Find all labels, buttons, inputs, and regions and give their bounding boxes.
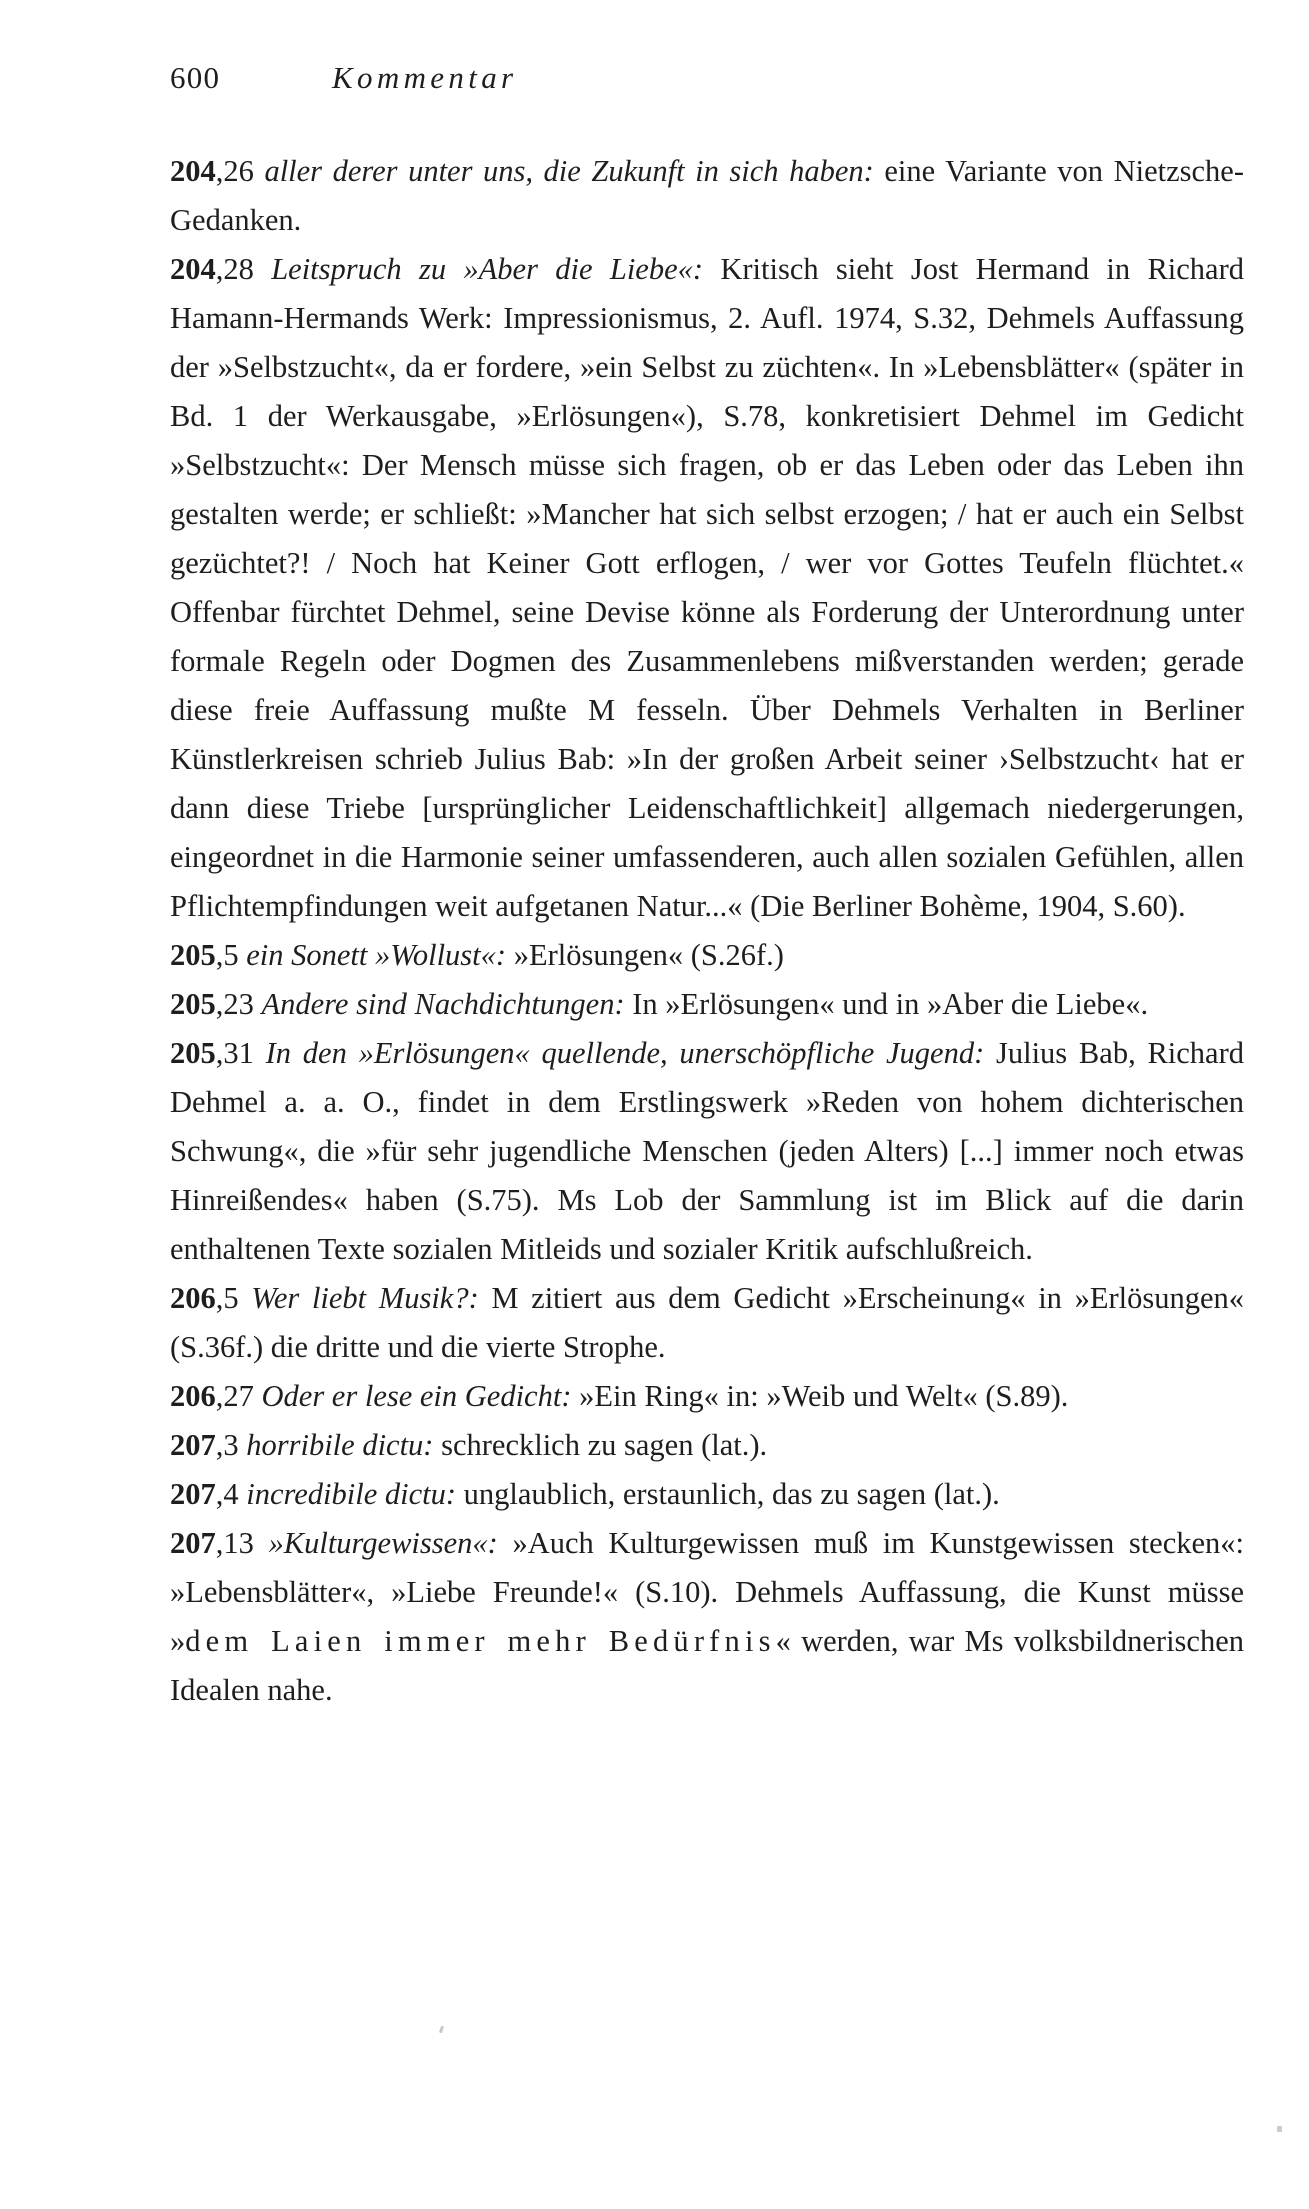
scan-speck [439, 2026, 444, 2034]
commentary-entry [170, 1274, 1244, 1372]
text-segment-italic: Wer liebt Musik?: [251, 1281, 479, 1315]
text-segment-regular: ,23 [215, 987, 262, 1021]
commentary-entry [170, 1029, 1244, 1274]
text-segment-regular: eine Variante von Nietzsche-Gedanken. [170, 154, 1245, 237]
text-segment-italic: aller derer unter uns, die Zukunft in sich haben: [264, 154, 874, 188]
running-title: Kommentar [331, 60, 518, 95]
text-segment-italic: horribile dictu: [246, 1428, 434, 1462]
text-segment-italic: In den »Erlösungen« quellende, unerschöpfliche Jugend: [265, 1036, 985, 1070]
text-segment-regular: ,13 [215, 1526, 269, 1560]
text-segment-regular: schrecklich zu sagen (lat.). [433, 1428, 768, 1462]
commentary-entry [170, 147, 1244, 245]
text-segment-italic: »Kulturgewissen«: [268, 1526, 498, 1560]
text-segment-regular: ,26 [215, 154, 265, 188]
text-segment-italic: incredibile dictu: [246, 1477, 457, 1511]
text-segment-regular: ,5 [215, 938, 247, 972]
text-segment-regular: »Ein Ring« in: »Weib und Welt« (S.89). [571, 1379, 1069, 1413]
text-segment-bold: 207 [170, 1428, 216, 1462]
text-segment-regular: ,31 [215, 1036, 266, 1070]
text-segment-regular: M zitiert aus dem Gedicht »Erscheinung« in »Erlösungen« (S.36f.) die dritte und die vierte Strophe. [170, 1281, 1245, 1364]
text-segment-bold: 204 [170, 154, 216, 188]
commentary-entry [170, 1421, 1244, 1470]
text-segment-bold: 205 [170, 938, 216, 972]
text-segment-italic: Oder er lese ein Gedicht: [261, 1379, 572, 1413]
text-segment-italic: Leitspruch zu »Aber die Liebe«: [271, 252, 704, 286]
text-segment-bold: 204 [170, 252, 216, 286]
text-segment-italic: ein Sonett »Wollust«: [246, 938, 507, 972]
text-segment-regular: « werden, war Ms volksbildnerischen Idealen nahe. [170, 1624, 1245, 1707]
page-number: 600 [170, 60, 221, 95]
text-segment-regular: Kritisch sieht Jost Hermand in Richard Hamann-Hermands Werk: Impressionismus, 2. Aufl. 1974, S.32, Dehmels Auffassung der »Selbstzucht«, da er fordere, »ein Selbst zu züchten«. In »Lebensblätter« (später in Bd. 1 der Werkausgabe, »Erlösungen«), S.78, konkretisiert Dehmel im Gedicht »Selbstzucht«: Der Mensch müsse sich fragen, ob er das Leben oder das Leben ihn gestalten werde; er schließt: »Mancher hat sich selbst erzogen; / hat er auch ein Selbst gezüchtet?! / Noch hat Keiner Gott erflogen, / wer vor Gottes Teufeln flüchtet.« Offenbar fürchtet Dehmel, seine Devise könne als Forderung der Unterordnung unter formale Regeln oder Dogmen des Zusammenlebens mißverstanden werden; gerade diese freie Auffassung mußte M fesseln. Über Dehmels Verhalten in Berliner Künstlerkreisen schrieb Julius Bab: »In der großen Arbeit seiner ›Selbstzucht‹ hat er dann diese Triebe [ursprünglicher Leidenschaftlichkeit] allgemach niedergerungen, eingeordnet in die Harmonie seiner umfassenderen, auch allen sozialen Gefühlen, allen Pflichtempfindungen weit aufgetanen Natur...« (Die Berliner Bohème, 1904, S.60). [170, 252, 1245, 923]
commentary-body [170, 147, 1244, 1715]
commentary-entry [170, 1372, 1244, 1421]
text-segment-spaced: dem Laien immer mehr Bedürfnis [185, 1624, 776, 1658]
text-segment-regular: »Erlösungen« (S.26f.) [506, 938, 784, 972]
text-segment-regular: unglaublich, erstaunlich, das zu sagen (lat.). [456, 1477, 1000, 1511]
text-segment-regular: ,3 [215, 1428, 247, 1462]
commentary-entry [170, 1470, 1244, 1519]
text-segment-regular: ,27 [215, 1379, 262, 1413]
commentary-entry [170, 931, 1244, 980]
text-segment-italic: Andere sind Nachdichtungen: [261, 987, 625, 1021]
running-header [170, 60, 517, 96]
commentary-entry [170, 980, 1244, 1029]
text-segment-regular: ,5 [215, 1281, 252, 1315]
text-segment-bold: 207 [170, 1526, 216, 1560]
commentary-entry [170, 245, 1244, 931]
text-segment-regular: »Auch Kulturgewissen muß im Kunstgewissen stecken«: »Lebensblätter«, »Liebe Freunde!« (S.10). Dehmels Auffassung, die Kunst müsse » [170, 1526, 1245, 1658]
text-segment-regular: ,28 [215, 252, 272, 286]
text-segment-bold: 205 [170, 987, 216, 1021]
text-segment-regular: In »Erlösungen« und in »Aber die Liebe«. [624, 987, 1149, 1021]
scan-speck [1277, 2126, 1282, 2132]
text-segment-bold: 205 [170, 1036, 216, 1070]
text-segment-regular: ,4 [215, 1477, 247, 1511]
text-segment-bold: 206 [170, 1281, 216, 1315]
text-segment-bold: 207 [170, 1477, 216, 1511]
text-segment-bold: 206 [170, 1379, 216, 1413]
commentary-entry [170, 1519, 1244, 1715]
text-segment-regular: Julius Bab, Richard Dehmel a. a. O., findet in dem Erstlingswerk »Reden von hohem dichterischen Schwung«, die »für sehr jugendliche Menschen (jeden Alters) [...] immer noch etwas Hinreißendes« haben (S.75). Ms Lob der Sammlung ist im Blick auf die darin enthaltenen Texte sozialen Mitleids und sozialer Kritik aufschlußreich. [170, 1036, 1244, 1266]
